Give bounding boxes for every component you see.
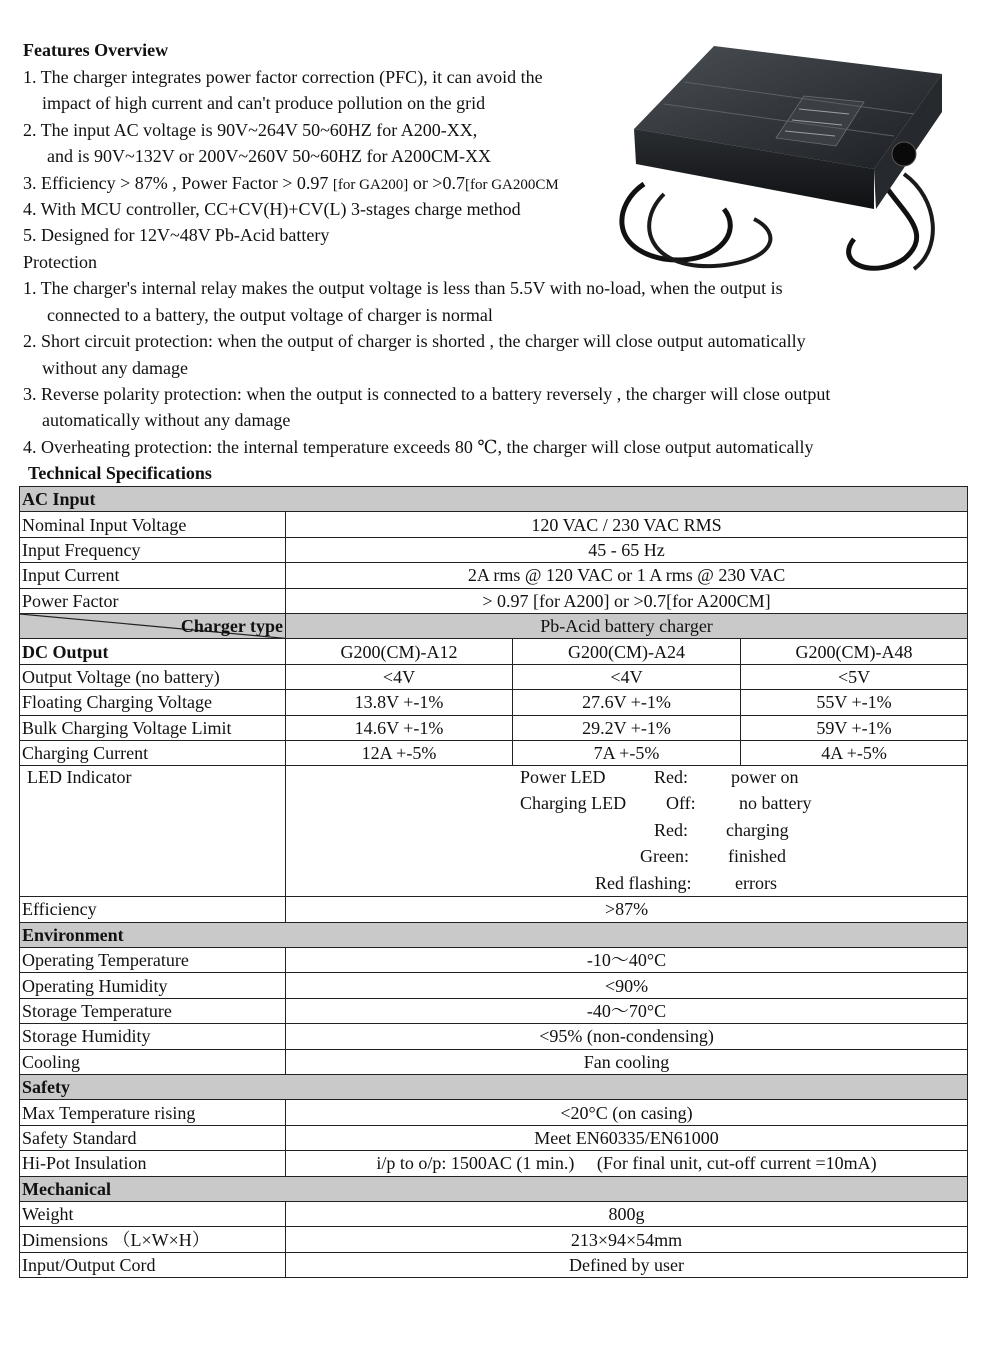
row-value: <20°C (on casing) — [286, 1100, 968, 1125]
section-ac-input: AC Input — [20, 487, 968, 512]
charger-type-value: Pb-Acid battery charger — [286, 613, 968, 638]
row-value: <4V — [286, 664, 513, 689]
row-value: <5V — [741, 664, 968, 689]
row-value: 29.2V +-1% — [513, 715, 741, 740]
row-value: Defined by user — [286, 1252, 968, 1277]
row-label: Operating Temperature — [20, 948, 286, 973]
table-row — [20, 973, 968, 998]
led-text: Charging LED — [520, 793, 627, 814]
table-row — [20, 1151, 968, 1176]
led-text: charging — [726, 820, 789, 841]
row-label: Input Frequency — [20, 537, 286, 562]
feature-line: 1. The charger integrates power factor correction (PFC), it can avoid the — [23, 67, 543, 87]
row-label: Storage Temperature — [20, 998, 286, 1023]
row-label: Floating Charging Voltage — [20, 690, 286, 715]
model-a48: G200(CM)-A48 — [741, 639, 968, 664]
led-text: errors — [735, 873, 777, 894]
row-label: Efficiency — [20, 897, 286, 922]
row-label: Weight — [20, 1201, 286, 1226]
row-value: 59V +-1% — [741, 715, 968, 740]
feature-line: and is 90V~132V or 200V~260V 50~60HZ for A200CM-XX — [47, 146, 492, 166]
protection-line: automatically without any damage — [42, 410, 291, 430]
table-row — [20, 1024, 968, 1049]
row-value: 213×94×54mm — [286, 1227, 968, 1252]
table-row — [20, 1049, 968, 1074]
row-label: Operating Humidity — [20, 973, 286, 998]
table-row — [20, 740, 968, 765]
row-value: 45 - 65 Hz — [286, 537, 968, 562]
charger-product-image — [604, 34, 942, 274]
table-row — [20, 1227, 968, 1252]
row-value: 2A rms @ 120 VAC or 1 A rms @ 230 VAC — [286, 563, 968, 588]
row-label: Output Voltage (no battery) — [20, 664, 286, 689]
section-environment: Environment — [20, 922, 968, 947]
row-value: >87% — [286, 897, 968, 922]
led-indicator-label: LED Indicator — [20, 766, 286, 897]
led-text: Off: — [666, 793, 696, 814]
row-label: Max Temperature rising — [20, 1100, 286, 1125]
row-label: Nominal Input Voltage — [20, 512, 286, 537]
table-row — [20, 998, 968, 1023]
row-value: 55V +-1% — [741, 690, 968, 715]
row-value: Meet EN60335/EN61000 — [286, 1125, 968, 1150]
led-text: no battery — [739, 793, 812, 814]
table-row — [20, 639, 968, 664]
row-value: 13.8V +-1% — [286, 690, 513, 715]
led-text: Green: — [640, 846, 689, 867]
row-label: Power Factor — [20, 588, 286, 613]
table-row — [20, 664, 968, 689]
row-value: <95% (non-condensing) — [286, 1024, 968, 1049]
features-title: Features Overview — [23, 40, 169, 60]
row-value: <90% — [286, 973, 968, 998]
table-row — [20, 897, 968, 922]
row-label: Safety Standard — [20, 1125, 286, 1150]
row-value: 14.6V +-1% — [286, 715, 513, 740]
led-text: Power LED — [520, 767, 606, 788]
row-value: Fan cooling — [286, 1049, 968, 1074]
table-row — [20, 690, 968, 715]
table-row — [20, 948, 968, 973]
row-label: Cooling — [20, 1049, 286, 1074]
row-value: 7A +-5% — [513, 740, 741, 765]
led-text: Red flashing: — [595, 873, 692, 894]
protection-line: without any damage — [42, 358, 188, 378]
table-row — [20, 1201, 968, 1226]
led-text: Red: — [654, 820, 688, 841]
charger-type-header: Charger type — [20, 613, 286, 638]
feature-line: 4. With MCU controller, CC+CV(H)+CV(L) 3-stages charge method — [23, 199, 521, 219]
table-row — [20, 537, 968, 562]
section-dc-output: DC Output — [20, 639, 286, 664]
row-value: > 0.97 [for A200] or >0.7[for A200CM] — [286, 588, 968, 613]
section-mechanical: Mechanical — [20, 1176, 968, 1201]
table-row — [20, 512, 968, 537]
feature-line: 5. Designed for 12V~48V Pb-Acid battery — [23, 225, 330, 245]
row-label: Charging Current — [20, 740, 286, 765]
row-value: 27.6V +-1% — [513, 690, 741, 715]
protection-line: 4. Overheating protection: the internal temperature exceeds 80 ℃, the charger will close output automatically — [23, 437, 814, 457]
protection-line: 3. Reverse polarity protection: when the output is connected to a battery reversely , the charger will close output — [23, 384, 831, 404]
row-label: Bulk Charging Voltage Limit — [20, 715, 286, 740]
protection-line: 2. Short circuit protection: when the output of charger is shorted , the charger will close output automatically — [23, 331, 806, 351]
row-label: Input/Output Cord — [20, 1252, 286, 1277]
table-row — [20, 588, 968, 613]
table-row — [20, 715, 968, 740]
spec-table — [19, 486, 968, 1278]
table-row — [20, 1252, 968, 1277]
protection-title: Protection — [23, 252, 97, 272]
row-value: 12A +-5% — [286, 740, 513, 765]
table-row — [20, 1100, 968, 1125]
row-value: -40～70°C — [286, 998, 968, 1023]
row-value: 800g — [286, 1201, 968, 1226]
row-value: i/p to o/p: 1500AC (1 min.) (For final unit, cut-off current =10mA) — [286, 1151, 968, 1176]
row-label: Input Current — [20, 563, 286, 588]
row-label: Dimensions （L×W×H） — [20, 1227, 286, 1252]
table-row — [20, 1125, 968, 1150]
row-value: <4V — [513, 664, 741, 689]
row-value: -10～40°C — [286, 948, 968, 973]
table-row — [20, 766, 968, 897]
feature-line: 3. Efficiency > 87% , Power Factor > 0.97 [for GA200] or >0.7[for GA200CM — [23, 173, 559, 193]
model-a24: G200(CM)-A24 — [513, 639, 741, 664]
row-label: Hi-Pot Insulation — [20, 1151, 286, 1176]
section-safety: Safety — [20, 1075, 968, 1100]
led-text: Red: — [654, 767, 688, 788]
row-value: 4A +-5% — [741, 740, 968, 765]
model-a12: G200(CM)-A12 — [286, 639, 513, 664]
protection-line: connected to a battery, the output voltage of charger is normal — [47, 305, 493, 325]
row-label: Storage Humidity — [20, 1024, 286, 1049]
table-row — [20, 613, 968, 638]
feature-line: impact of high current and can't produce pollution on the grid — [42, 93, 486, 113]
row-value: 120 VAC / 230 VAC RMS — [286, 512, 968, 537]
specs-title: Technical Specifications — [28, 463, 212, 483]
table-row — [20, 563, 968, 588]
led-text: finished — [728, 846, 786, 867]
protection-line: 1. The charger's internal relay makes the output voltage is less than 5.5V with no-load, when the output is — [23, 278, 783, 298]
led-indicator-value — [286, 766, 968, 897]
led-text: power on — [731, 767, 799, 788]
feature-line: 2. The input AC voltage is 90V~264V 50~60HZ for A200-XX, — [23, 120, 478, 140]
